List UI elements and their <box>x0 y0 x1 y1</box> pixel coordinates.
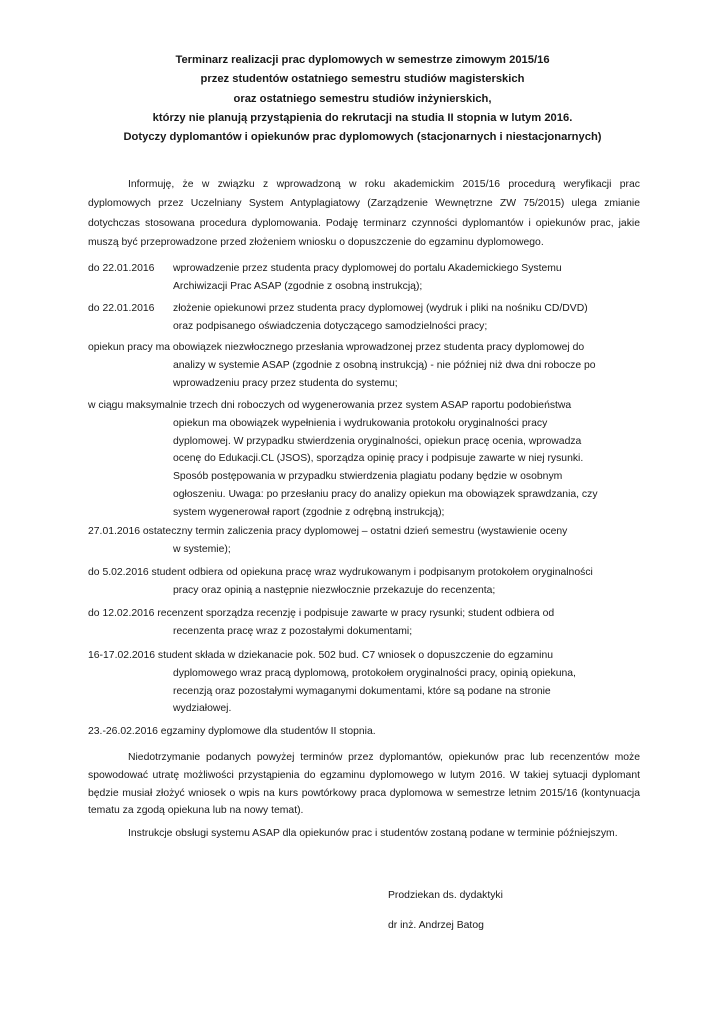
entry-line: ocenę do Edukacji.CL (JSOS), sporządza opinię pracy i podpisuje zawarte w niej rysunki. <box>173 453 584 465</box>
schedule-entry <box>88 647 576 718</box>
signature-role: Prodziekan ds. dydaktyki <box>388 890 503 901</box>
entry-line: oraz podpisanego oświadczenia dotyczącego samodzielności pracy; <box>173 320 488 332</box>
schedule-entry <box>88 339 596 392</box>
schedule-entry <box>88 564 593 600</box>
entry-line: złożenie opiekunowi przez studenta pracy dyplomowej (wydruk i pliki na nośniku CD/DVD) <box>173 303 588 314</box>
entry-line: 27.01.2016 ostateczny termin zaliczenia pracy dyplomowej – ostatni dzień semestru (wystawienie oceny <box>88 526 568 537</box>
entry-line: recenzją oraz pozostałymi wymaganymi dokumentami, które są podane na stronie <box>173 685 551 697</box>
entry-line: pracy oraz opinią a następnie niezwłocznie przekazuje do recenzenta; <box>173 584 496 596</box>
closing-paragraph: Instrukcje obsługi systemu ASAP dla opiekunów prac i studentów zostaną podane w terminie późniejszym. <box>128 828 618 839</box>
entry-line: recenzenta pracę wraz z pozostałymi dokumentami; <box>173 625 413 637</box>
entry-line: opiekun pracy ma obowiązek niezwłocznego przesłania wprowadzonej przez studenta pracy dyplomowej do <box>88 342 585 353</box>
closing-paragraph: Niedotrzymanie podanych powyżej terminów przez dyplomantów, opiekunów prac lub recenzentów może spowodować utratę możliwości przystąpienia do egzaminu dyplomowego w lutym 2016. W takiej sytuacji dyplomant będzie musiał złożyć wniosek o wpis na kurs powtórkowy praca dyplomowa w semestrze letnim 2015/16 (kontynuacja tematu za zgodą opiekuna lub na nowy temat). <box>88 752 640 817</box>
entry-line: wprowadzenie przez studenta pracy dyplomowej do portalu Akademickiego Systemu <box>173 263 562 274</box>
entry-line: Sposób postępowania w przypadku stwierdzenia plagiatu podany będzie w osobnym <box>173 471 563 483</box>
title-line: oraz ostatniego semestru studiów inżynierskich, <box>233 92 492 105</box>
entry-line: do 5.02.2016 student odbiera od opiekuna pracę wraz wydrukowanym i podpisanym protokołem oryginalności <box>88 567 593 578</box>
schedule-entry <box>88 397 598 522</box>
entry-line: 16-17.02.2016 student składa w dziekanacie pok. 502 bud. C7 wniosek o dopuszczenie do egzaminu <box>88 650 554 661</box>
entry-line: system wygenerował raport (zgodnie z odrębną instrukcją); <box>173 506 445 518</box>
entry-line: opiekun ma obowiązek wypełnienia i wydrukowania protokołu oryginalności pracy <box>173 417 548 429</box>
schedule-entry <box>88 260 648 296</box>
entry-line: wydziałowej. <box>173 703 232 715</box>
entry-line: w systemie); <box>173 543 231 555</box>
signature-name: dr inż. Andrzej Batog <box>388 920 484 931</box>
title-line: którzy nie planują przystąpienia do rekrutacji na studia II stopnia w lutym 2016. <box>152 111 573 124</box>
entry-line: dyplomowej. W przypadku stwierdzenia oryginalności, opiekun pracę ocenia, wprowadza <box>173 435 582 447</box>
entry-line: analizy w systemie ASAP (zgodnie z osobną instrukcją) - nie później niż dwa dni robocze po <box>173 359 596 371</box>
document-title <box>40 51 685 147</box>
entry-line: Archiwizacji Prac ASAP (zgodnie z osobną instrukcją); <box>173 280 423 292</box>
title-line: przez studentów ostatniego semestru studiów magisterskich <box>200 73 525 86</box>
entry-line: do 12.02.2016 recenzent sporządza recenzję i podpisuje zawarte w pracy rysunki; student odbiera od <box>88 608 555 619</box>
title-line: Terminarz realizacji prac dyplomowych w semestrze zimowym 2015/16 <box>175 54 550 66</box>
entry-line: 23.-26.02.2016 egzaminy dyplomowe dla studentów II stopnia. <box>88 726 376 737</box>
schedule-entry <box>88 605 554 641</box>
schedule-entry <box>88 523 567 559</box>
entry-date: do 22.01.2016 <box>88 303 155 314</box>
entry-line: w ciągu maksymalnie trzech dni roboczych od wygenerowania przez system ASAP raportu podobieństwa <box>88 400 572 411</box>
entry-line: ogłoszeniu. Uwaga: po przesłaniu pracy do analizy opiekun ma obowiązek sprawdzania, czy <box>173 488 598 500</box>
schedule-entry <box>88 723 376 741</box>
entry-line: dyplomowego wraz pracą dyplomową, protokołem oryginalności pracy, opinią opiekuna, <box>173 667 576 679</box>
entry-date: do 22.01.2016 <box>88 263 155 274</box>
intro-paragraph: Informuję, że w związku z wprowadzoną w roku akademickim 2015/16 procedurą weryfikacji prac dyplomowych przez Uczelniany System Antyplagiatowy (Zarządzenie Wewnętrzne ZW 75/2015) ulega zmianie dotychczas stosowana procedura dyplomowania. Podaję terminarz czynności dyplomantów i opiekunów prac, jakie muszą być przeprowadzone przed złożeniem wniosku o dopuszczenie do egzaminu dyplomowego. <box>88 179 640 248</box>
schedule-entry <box>88 300 648 336</box>
title-line: Dotyczy dyplomantów i opiekunów prac dyplomowych (stacjonarnych i niestacjonarnych) <box>123 131 602 144</box>
entry-line: wprowadzeniu pracy przez studenta do systemu; <box>173 377 398 389</box>
